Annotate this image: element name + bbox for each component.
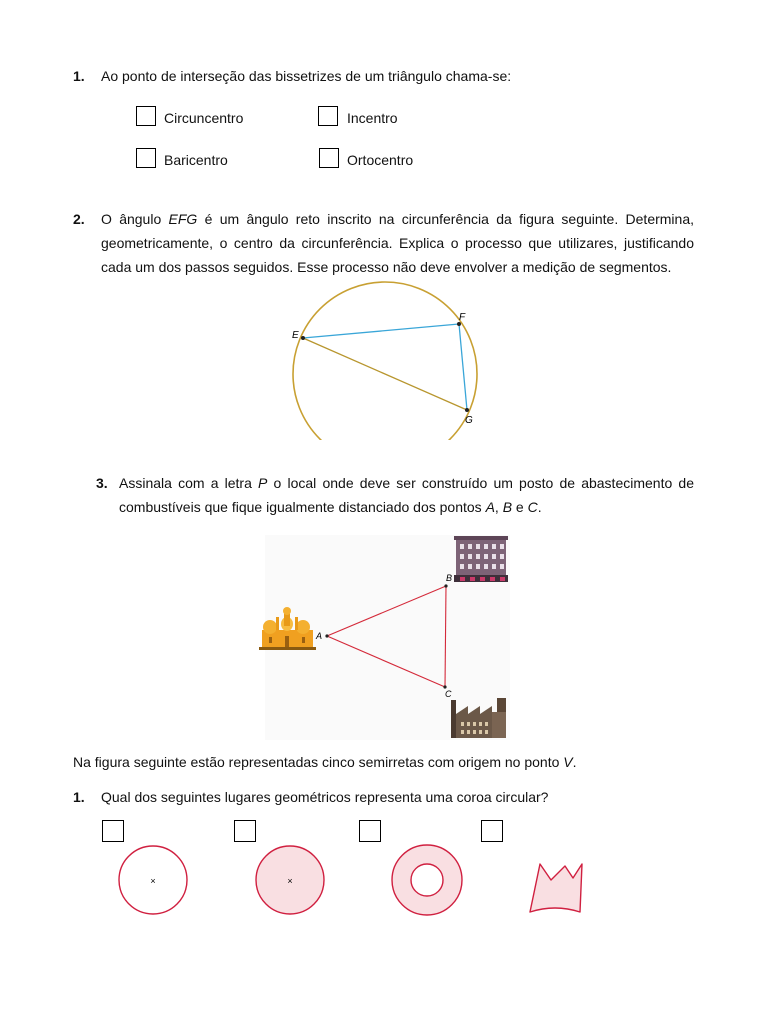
q2-angle-name: EFG xyxy=(168,211,198,227)
point-b xyxy=(444,584,447,587)
point-e xyxy=(301,336,305,340)
q3-line2-pre: combustíveis que fique igualmente distanciado dos pontos xyxy=(119,499,486,515)
q3-line2-end: . xyxy=(537,499,542,515)
q3-sep2: e xyxy=(512,499,528,515)
option-checkbox-circuncentro[interactable] xyxy=(136,106,156,126)
option-label-circuncentro: Circuncentro xyxy=(164,110,244,126)
option-checkbox-ortocentro[interactable] xyxy=(319,148,339,168)
q1-number: 1. xyxy=(73,68,85,84)
shapes-row xyxy=(110,840,600,920)
triangle-figure xyxy=(255,530,515,745)
q3-text xyxy=(119,471,694,519)
point-g xyxy=(465,408,469,412)
label-e: E xyxy=(292,330,299,341)
q2-line1-post: é um ângulo reto inscrito na circunferência da figura seguinte. Determina, xyxy=(197,211,694,227)
option-checkbox-baricentro[interactable] xyxy=(136,148,156,168)
option-checkbox-4[interactable] xyxy=(481,820,503,842)
segment-ef xyxy=(303,324,459,338)
q3-sep1: , xyxy=(494,499,503,515)
option-checkbox-incentro[interactable] xyxy=(318,106,338,126)
label-g: G xyxy=(465,415,473,426)
q2-line3: cada um dos passos seguidos. Esse processo não deve envolver a medição de segmentos. xyxy=(101,259,672,275)
option-shape-circumference xyxy=(119,846,187,914)
label-a: A xyxy=(316,631,323,641)
option-checkbox-2[interactable] xyxy=(234,820,256,842)
building-icon xyxy=(454,536,508,582)
option-label-incentro: Incentro xyxy=(347,110,398,126)
center-mark-2: × xyxy=(287,876,293,886)
q3-letter-p: P xyxy=(258,475,268,491)
option-checkbox-3[interactable] xyxy=(359,820,381,842)
option-label-ortocentro: Ortocentro xyxy=(347,152,414,168)
option-label-baricentro: Baricentro xyxy=(164,152,228,168)
q2-text xyxy=(101,207,694,279)
q3-number: 3. xyxy=(96,475,108,491)
circle-figure xyxy=(280,280,490,440)
option-shape-circle xyxy=(256,846,324,914)
segment-eg xyxy=(303,338,467,410)
center-mark-1: × xyxy=(150,876,156,886)
q4-number: 1. xyxy=(73,789,85,805)
point-a xyxy=(325,634,328,637)
option-checkbox-1[interactable] xyxy=(102,820,124,842)
q3-line1-pre: Assinala com a letra xyxy=(119,475,259,491)
option-shape-crown xyxy=(530,864,582,912)
q3-point-c: C xyxy=(527,499,538,515)
q2-line1-pre: O ângulo xyxy=(101,211,169,227)
q3-line1-post: o local onde deve ser construído um posto de abastecimento de xyxy=(267,475,694,491)
intro-point-v: V xyxy=(563,754,573,770)
intro-text-end: . xyxy=(572,754,577,770)
q2-number: 2. xyxy=(73,211,85,227)
intro-text xyxy=(73,754,577,770)
q1-text: Ao ponto de interseção das bissetrizes de um triângulo chama-se: xyxy=(101,68,512,84)
q3-point-a: A xyxy=(485,499,495,515)
q2-line2: geometricamente, o centro da circunferência. Explica o processo que utilizares, justificando xyxy=(101,235,694,251)
label-c: C xyxy=(445,689,452,699)
segment-fg xyxy=(459,324,467,410)
intro-text-pre: Na figura seguinte estão representadas cinco semirretas com origem no ponto xyxy=(73,754,564,770)
q3-point-b: B xyxy=(502,499,513,515)
label-f: F xyxy=(459,312,466,323)
option-shape-annulus xyxy=(392,845,462,915)
circumference xyxy=(293,282,477,440)
label-b: B xyxy=(446,573,453,583)
q4-text: Qual dos seguintes lugares geométricos representa uma coroa circular? xyxy=(101,789,549,805)
